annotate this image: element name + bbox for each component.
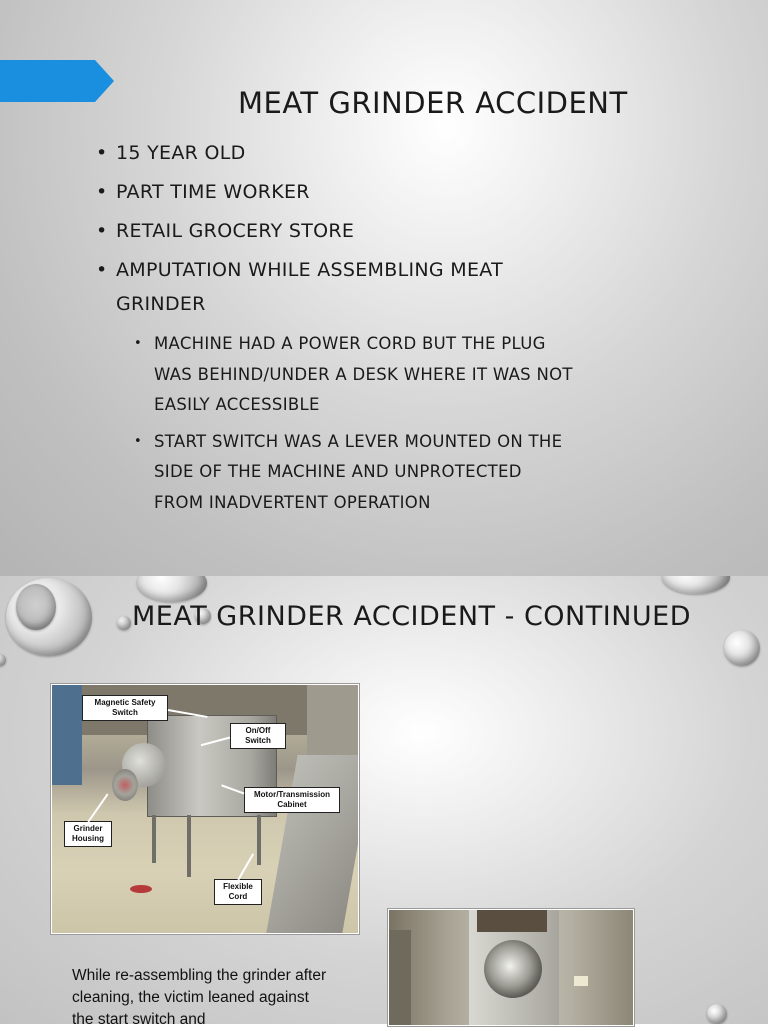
label-flexible-cord: Flexible Cord — [214, 879, 262, 905]
decorative-bubble — [16, 584, 56, 630]
label-motor-transmission-cabinet: Motor/Transmission Cabinet — [244, 787, 340, 813]
bullet-item: • RETAIL GROCERY STORE — [96, 214, 576, 248]
accent-arrow-tab — [0, 60, 114, 102]
sub-bullet-list — [116, 329, 576, 518]
label-magnetic-safety-switch: Magnetic Safety Switch — [82, 695, 168, 721]
leader-line — [237, 853, 253, 880]
decorative-bubble — [0, 654, 6, 666]
bullet-item: • 15 YEAR OLD — [96, 136, 576, 170]
grinder-photo — [51, 684, 359, 934]
caption-text: While re-assembling the grinder after cleaning, the victim leaned against the start switch and — [72, 967, 327, 1028]
bullet-list — [96, 136, 576, 524]
decorative-bubble — [662, 576, 730, 594]
decorative-bubble — [137, 576, 207, 602]
decorative-bubble — [724, 630, 760, 666]
label-on-off-switch: On/Off Switch — [230, 723, 286, 749]
sub-bullet-item: • MACHINE HAD A POWER CORD BUT THE PLUG WAS BEHIND/UNDER A DESK WHERE IT WAS NOT EASILY ACCESSIBLE — [134, 329, 576, 421]
switch-closeup-photo — [388, 909, 634, 1026]
decorative-bubble — [707, 1004, 727, 1024]
slide-2-title: MEAT GRINDER ACCIDENT - CONTINUED — [132, 601, 692, 632]
slide-1-title: MEAT GRINDER ACCIDENT — [238, 86, 628, 120]
decorative-bubble — [117, 616, 131, 630]
bullet-item-text: AMPUTATION WHILE ASSEMBLING MEAT GRINDER — [116, 259, 503, 315]
leader-line — [87, 793, 108, 822]
sub-bullet-item: • START SWITCH WAS A LEVER MOUNTED ON THE SIDE OF THE MACHINE AND UNPROTECTED FROM INADVERTENT OPERATION — [134, 427, 576, 519]
bullet-item: • PART TIME WORKER — [96, 175, 576, 209]
label-grinder-housing: Grinder Housing — [64, 821, 112, 847]
bullet-item-with-subitems — [96, 253, 576, 518]
